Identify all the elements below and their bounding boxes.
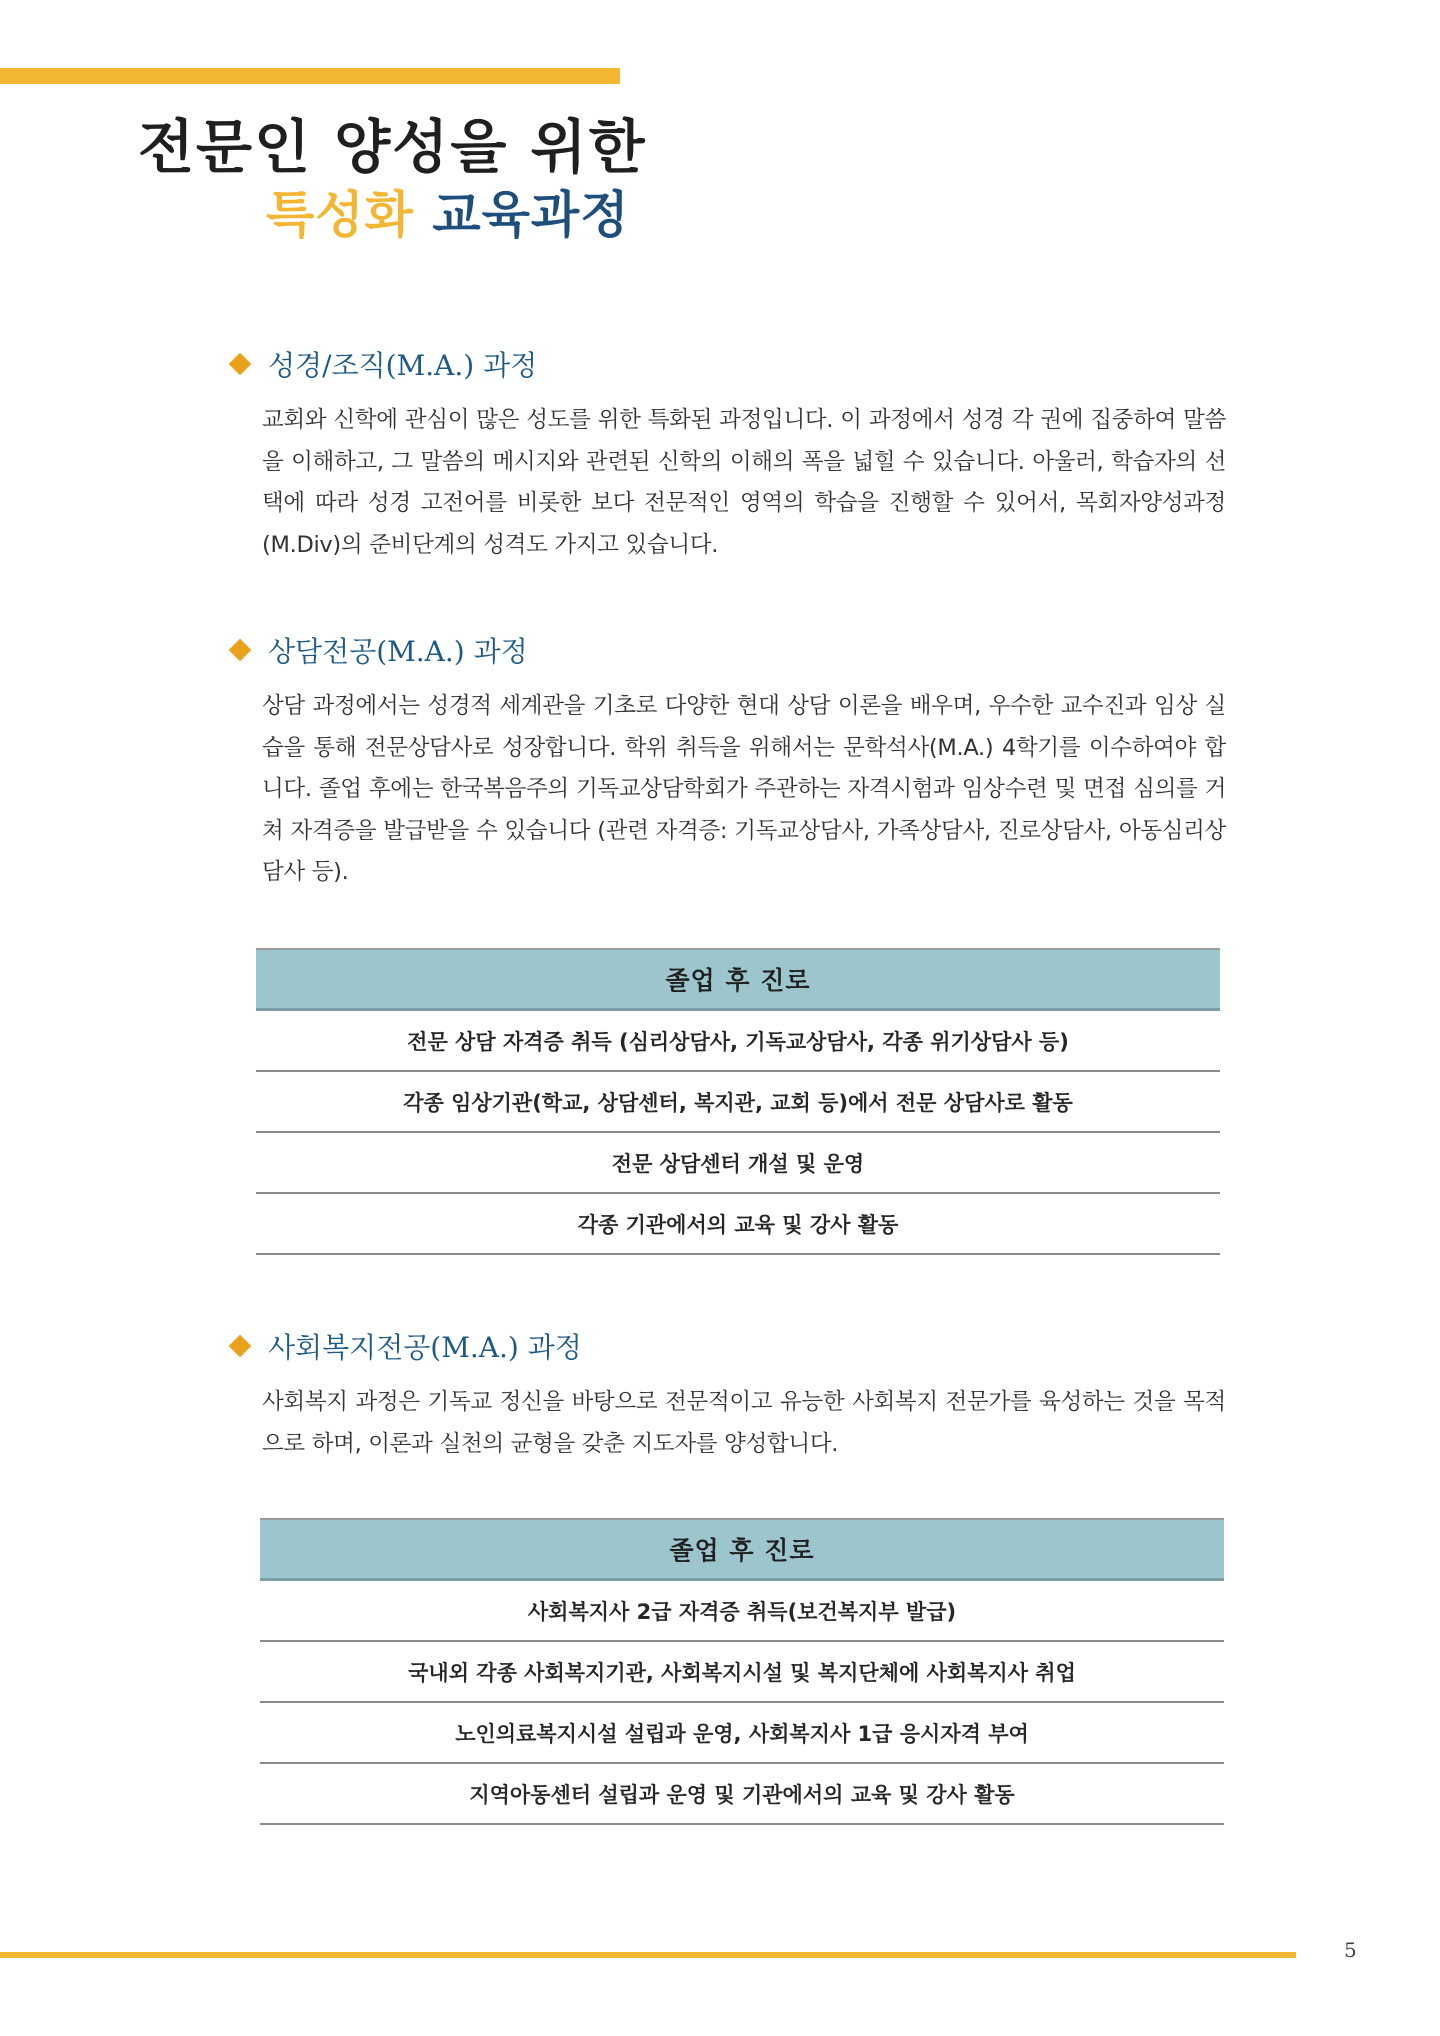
career-table-row: 각종 기관에서의 교육 및 강사 활동 [256, 1194, 1220, 1255]
career-table-row: 전문 상담 자격증 취득 (심리상담사, 기독교상담사, 각종 위기상담사 등) [256, 1011, 1220, 1072]
career-table-row: 국내외 각종 사회복지기관, 사회복지시설 및 복지단체에 사회복지사 취업 [260, 1642, 1224, 1703]
section-body: 상담 과정에서는 성경적 세계관을 기초로 다양한 현대 상담 이론을 배우며, 우수한 교수진과 임상 실습을 통해 전문상담사로 성장합니다. 학위 취득을 위해서는 문학석사(M.A.) 4학기를 이수하여야 합니다. 졸업 후에는 한국복음주의 기독교상담학회가 주관하는 자격시험과 임상수련 및 면접 심의를 거쳐 자격증을 발급받을 수 있습니다 (관련 자격증: 기독교상담사, 가족상담사, 진로상담사, 아동심리상담사 등). [262, 693, 1226, 885]
title-rest: 교육과정 [432, 185, 630, 244]
career-table-header: 졸업 후 진로 [260, 1520, 1224, 1581]
career-table-social-welfare [260, 1518, 1224, 1825]
top-accent-bar [0, 68, 620, 84]
career-table-row: 노인의료복지시설 설립과 운영, 사회복지사 1급 응시자격 부여 [260, 1703, 1224, 1764]
section-heading-text: 사회복지전공(M.A.) 과정 [268, 1331, 582, 1364]
section-heading [228, 630, 1226, 670]
diamond-bullet-icon [229, 1335, 252, 1358]
career-table-counseling [256, 948, 1220, 1255]
page-number: 5 [1344, 1938, 1357, 1962]
section-heading-text: 상담전공(M.A.) 과정 [268, 635, 528, 668]
section-heading-text: 성경/조직(M.A.) 과정 [268, 349, 538, 382]
section-bible-theology [228, 344, 1226, 566]
title-line-2 [266, 185, 647, 244]
section-counseling [228, 630, 1226, 894]
career-table-row: 전문 상담센터 개설 및 운영 [256, 1133, 1220, 1194]
career-table-row: 지역아동센터 설립과 운영 및 기관에서의 교육 및 강사 활동 [260, 1764, 1224, 1825]
title-line-1: 전문인 양성을 위한 [138, 113, 647, 181]
diamond-bullet-icon [229, 353, 252, 376]
section-heading [228, 1326, 1226, 1366]
career-table-row: 각종 임상기관(학교, 상담센터, 복지관, 교회 등)에서 전문 상담사로 활동 [256, 1072, 1220, 1133]
section-body: 교회와 신학에 관심이 많은 성도를 위한 특화된 과정입니다. 이 과정에서 성경 각 권에 집중하여 말씀을 이해하고, 그 말씀의 메시지와 관련된 신학의 이해의 폭을 넓힐 수 있습니다. 아울러, 학습자의 선택에 따라 성경 고전어를 비롯한 보다 전문적인 영역의 학습을 진행할 수 있어서, 목회자양성과정(M.Div)의 준비단계의 성격도 가지고 있습니다. [262, 407, 1226, 558]
page-title [138, 113, 647, 244]
section-heading [228, 344, 1226, 384]
title-highlight: 특성화 [266, 185, 414, 244]
bottom-accent-bar [0, 1952, 1296, 1958]
section-body: 사회복지 과정은 기독교 정신을 바탕으로 전문적이고 유능한 사회복지 전문가를 육성하는 것을 목적으로 하며, 이론과 실천의 균형을 갖춘 지도자를 양성합니다. [262, 1389, 1226, 1457]
career-table-header: 졸업 후 진로 [256, 950, 1220, 1011]
section-social-welfare [228, 1326, 1226, 1465]
diamond-bullet-icon [229, 639, 252, 662]
career-table-row: 사회복지사 2급 자격증 취득(보건복지부 발급) [260, 1581, 1224, 1642]
